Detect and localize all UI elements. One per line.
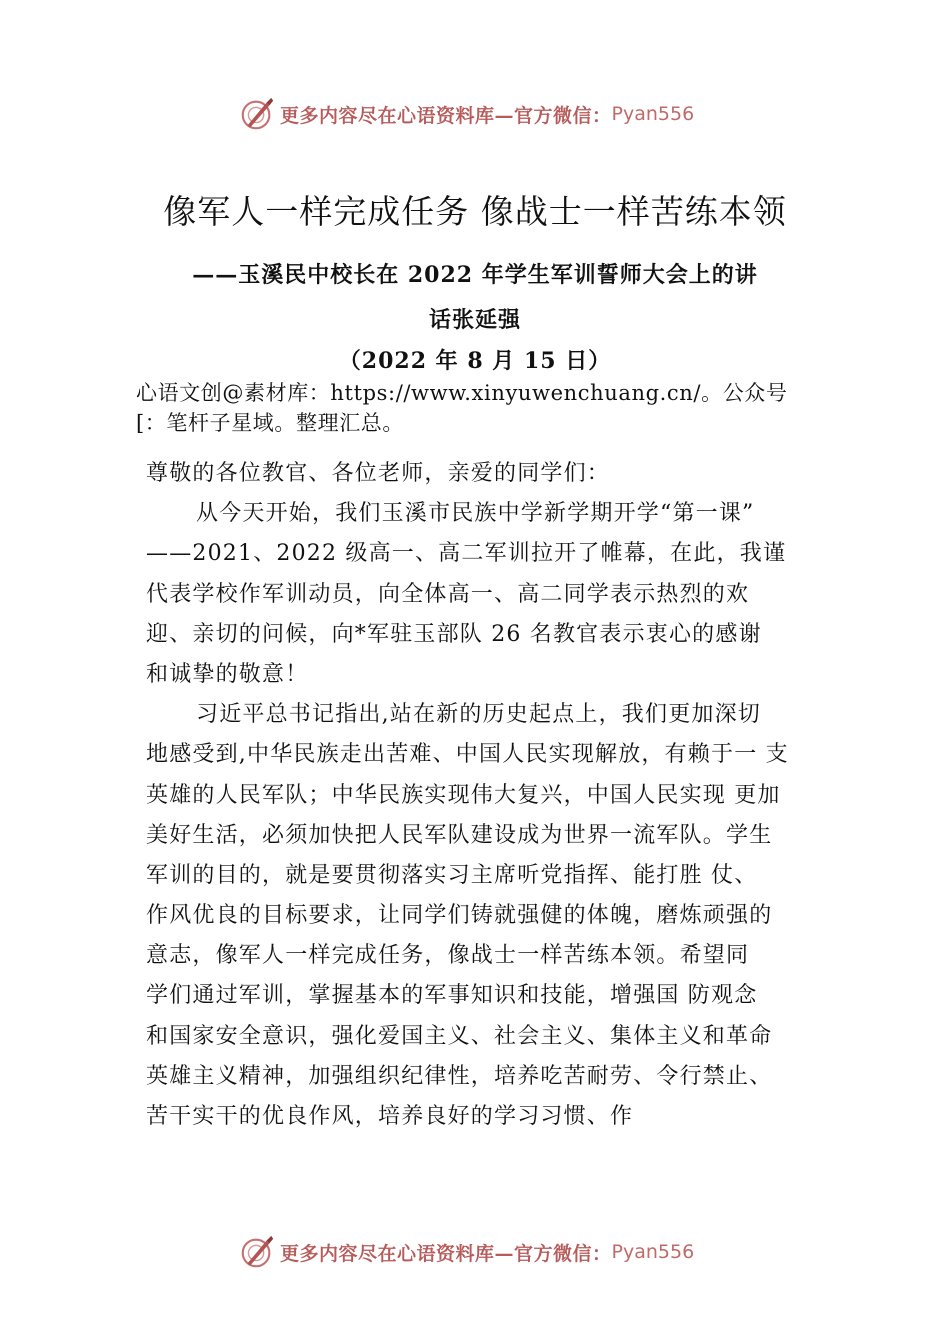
body-line: 军训的目的，就是要贯彻落实习主席听党指挥、能打胜 仗、 — [146, 862, 758, 888]
body-line: 从今天开始，我们玉溪市民族中学新学期开学“第一课” — [196, 501, 755, 527]
body-line: 迎、亲切的问候，向*军驻玉部队 26 名教官表示衷心的感谢 — [146, 621, 762, 647]
banner-text: 更多内容尽在心语资料库—官方微信： — [280, 104, 612, 127]
document-body — [146, 454, 836, 1137]
pen-logo-icon — [238, 1233, 276, 1271]
source-note-line2: [：笔杆子星域。整理汇总。 — [136, 411, 404, 435]
body-line: 美好生活，必须加快把人民军队建设成为世界一流军队。学生 — [146, 822, 773, 848]
body-line: 地感受到,中华民族走出苦难、中国人民实现解放，有赖于一 支 — [146, 742, 789, 768]
body-line: 英雄主义精神，加强组织纪律性，培养吃苦耐劳、令行禁止、 — [146, 1063, 773, 1089]
source-note-line1: 心语文创@素材库：https://www.xinyuwenchuang.cn/。公众号 — [136, 381, 788, 405]
source-note — [136, 378, 836, 438]
footer-banner — [238, 1232, 758, 1272]
banner-wechat-id: Pyan556 — [611, 103, 695, 125]
body-line: 英雄的人民军队；中华民族实现伟大复兴，中国人民实现 更加 — [146, 782, 781, 808]
body-line: 尊敬的各位教官、各位老师，亲爱的同学们： — [146, 461, 611, 486]
body-line: 代表学校作军训动员，向全体高一、高二同学表示热烈的欢 — [146, 581, 750, 607]
header-banner — [238, 94, 758, 134]
document-subtitle-line1: ——玉溪民中校长在 2022 年学生军训誓师大会上的讲 — [192, 262, 758, 288]
pen-logo-icon — [238, 95, 276, 133]
banner-wechat-id: Pyan556 — [611, 1241, 695, 1263]
body-line: 意志，像军人一样完成任务，像战士一样苦练本领。希望同 — [146, 943, 750, 969]
body-line: 和国家安全意识，强化爱国主义、社会主义、集体主义和革命 — [146, 1023, 773, 1049]
body-line: 和诚挚的敬意！ — [146, 661, 309, 687]
document-date: （2022 年 8 月 15 日） — [338, 348, 612, 374]
document-subtitle-line2: 话张延强 — [428, 307, 521, 333]
banner-text: 更多内容尽在心语资料库—官方微信： — [280, 1242, 612, 1265]
body-line: ——2021、2022 级高一、高二军训拉开了帷幕，在此，我谨 — [146, 541, 787, 567]
body-line: 苦干实干的优良作风，培养良好的学习习惯、作 — [146, 1104, 634, 1129]
body-line: 学们通过军训，掌握基本的军事知识和技能，增强国 防观念 — [146, 983, 758, 1009]
document-title: 像军人一样完成任务 像战士一样苦练本领 — [163, 192, 787, 231]
body-line: 习近平总书记指出,站在新的历史起点上，我们更加深切 — [196, 702, 761, 728]
body-line: 作风优良的目标要求，让同学们铸就强健的体魄，磨炼顽强的 — [146, 903, 773, 929]
